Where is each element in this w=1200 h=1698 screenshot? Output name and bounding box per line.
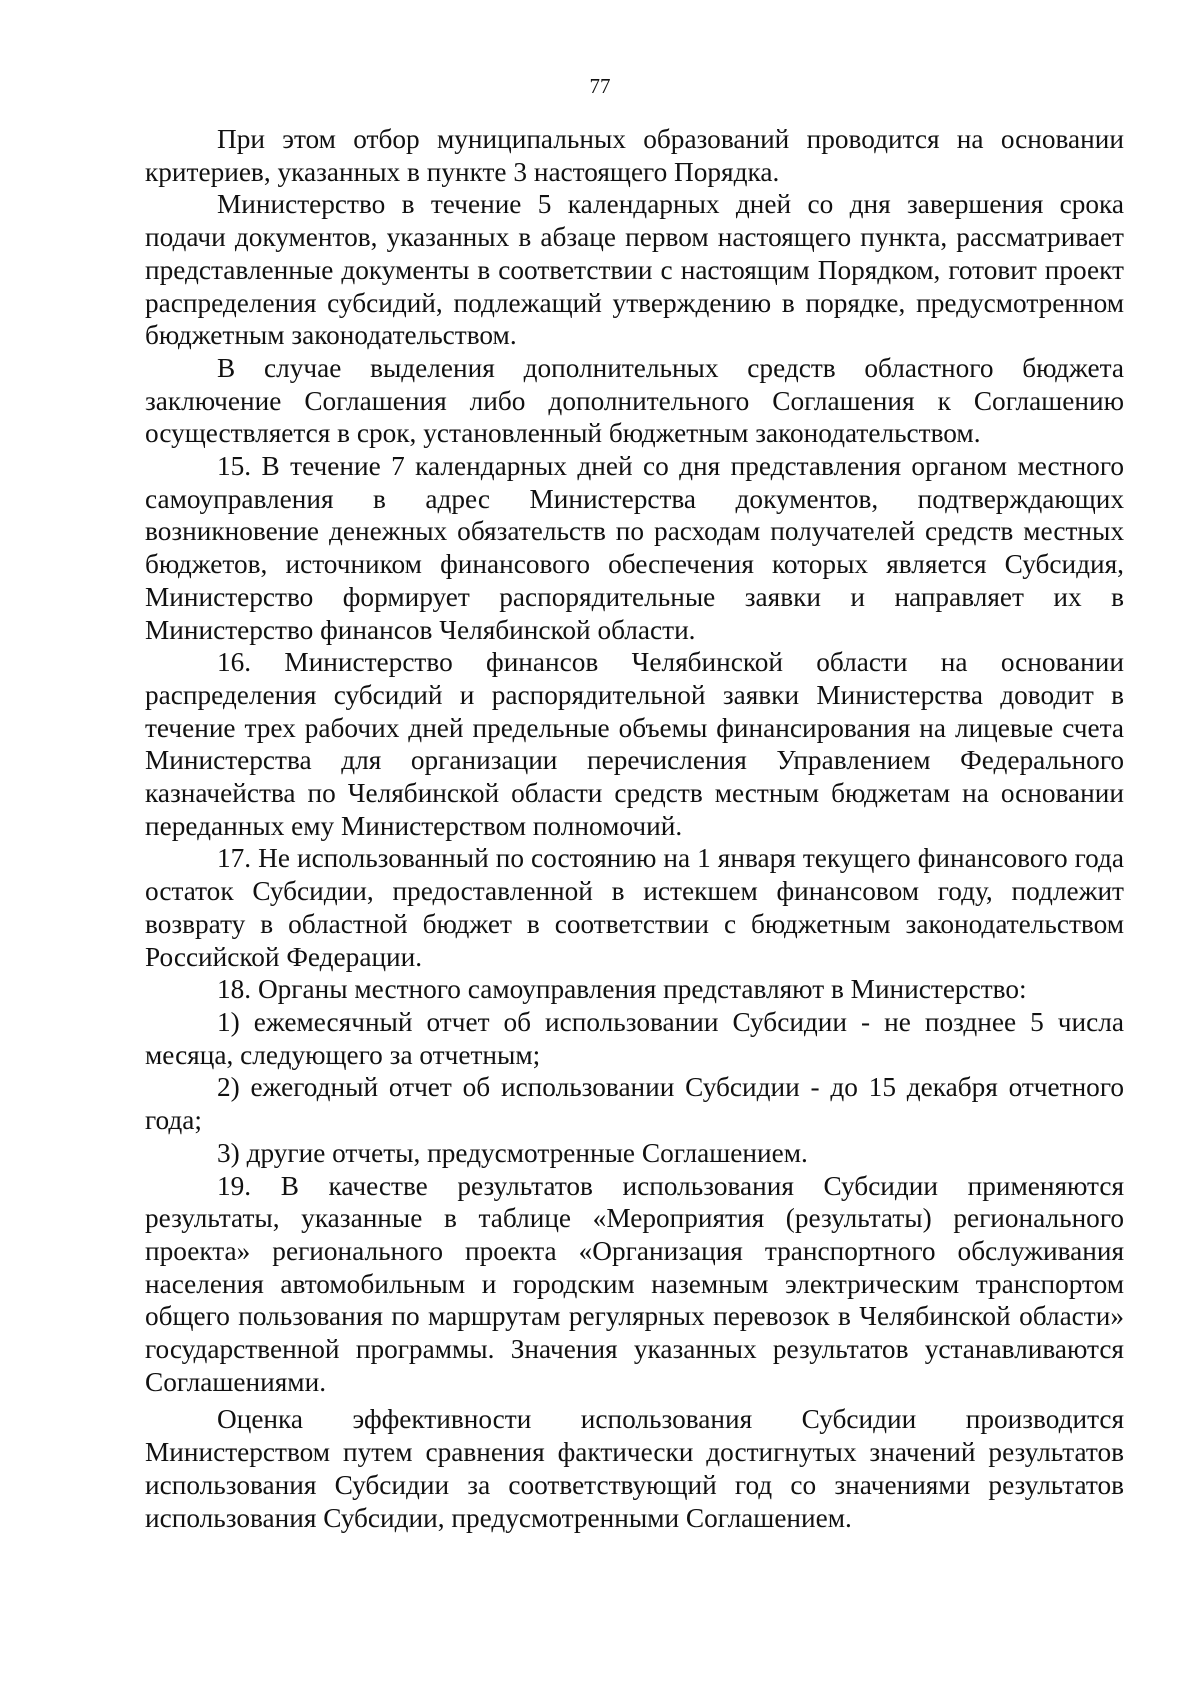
page-number: 77 [589,74,611,98]
paragraph-item-18: 18. Органы местного самоуправления представляют в Министерство: [217,974,1027,1005]
paragraph-item-16: 16. Министерство финансов Челябинской области на основании распределения субсидий и распорядительной заявки Министерства доводит в течение трех рабочих дней предельные объемы финансирования на лицевые счета Министерства для организации перечисления Управлением Федерального казначейства по Челябинской области средств местным бюджетам на основании переданных ему Министерством полномочий. [145,647,1124,841]
paragraph-item-18-subitem-3: 3) другие отчеты, предусмотренные Соглашением. [217,1137,808,1168]
paragraph-item-18-subitem-1: 1) ежемесячный отчет об использовании Субсидии - не позднее 5 числа месяца, следующего за отчетным; [145,1006,1124,1070]
paragraph-selection-criteria: При этом отбор муниципальных образований проводится на основании критериев, указанных в пункте 3 настоящего Порядка. [145,124,1124,187]
paragraph-item-17: 17. Не использованный по состоянию на 1 января текущего финансового года остаток Субсидии, предоставленной в истекшем финансовом году, подлежит возврату в областной бюджет в соответствии с бюджетным законодательством Российской Федерации. [145,843,1124,972]
paragraph-ministry-review: Министерство в течение 5 календарных дней со дня завершения срока подачи документов, указанных в абзаце первом настоящего пункта, рассматривает представленные документы в соответствии с настоящим Порядком, готовит проект распределения субсидий, подлежащий утверждению в порядке, предусмотренном бюджетным законодательством. [145,189,1124,351]
paragraph-additional-funds: В случае выделения дополнительных средств областного бюджета заключение Соглашения либо дополнительного Соглашения к Соглашению осуществляется в срок, установленный бюджетным законодательством. [145,352,1124,449]
paragraph-efficiency-assessment: Оценка эффективности использования Субсидии производится Министерством путем сравнения фактически достигнутых значений результатов использования Субсидии за соответствующий год со значениями результатов использования Субсидии, предусмотренными Соглашением. [145,1404,1124,1533]
document-body [145,123,1124,1534]
paragraph-item-15: 15. В течение 7 календарных дней со дня представления органом местного самоуправления в адрес Министерства документов, подтверждающих возникновение денежных обязательств по расходам получателей средств местных бюджетов, источником финансового обеспечения которых является Субсидия, Министерство формирует распорядительные заявки и направляет их в Министерство финансов Челябинской области. [145,451,1124,645]
paragraph-item-19: 19. В качестве результатов использования Субсидии применяются результаты, указанные в таблице «Мероприятия (результаты) регионального проекта» регионального проекта «Организация транспортного обслуживания населения автомобильным и городским наземным электрическим транспортом общего пользования по маршрутам регулярных перевозок в Челябинской области» государственной программы. Значения указанных результатов устанавливаются Соглашениями. [145,1170,1124,1397]
paragraph-item-18-subitem-2: 2) ежегодный отчет об использовании Субсидии - до 15 декабря отчетного года; [145,1072,1124,1136]
